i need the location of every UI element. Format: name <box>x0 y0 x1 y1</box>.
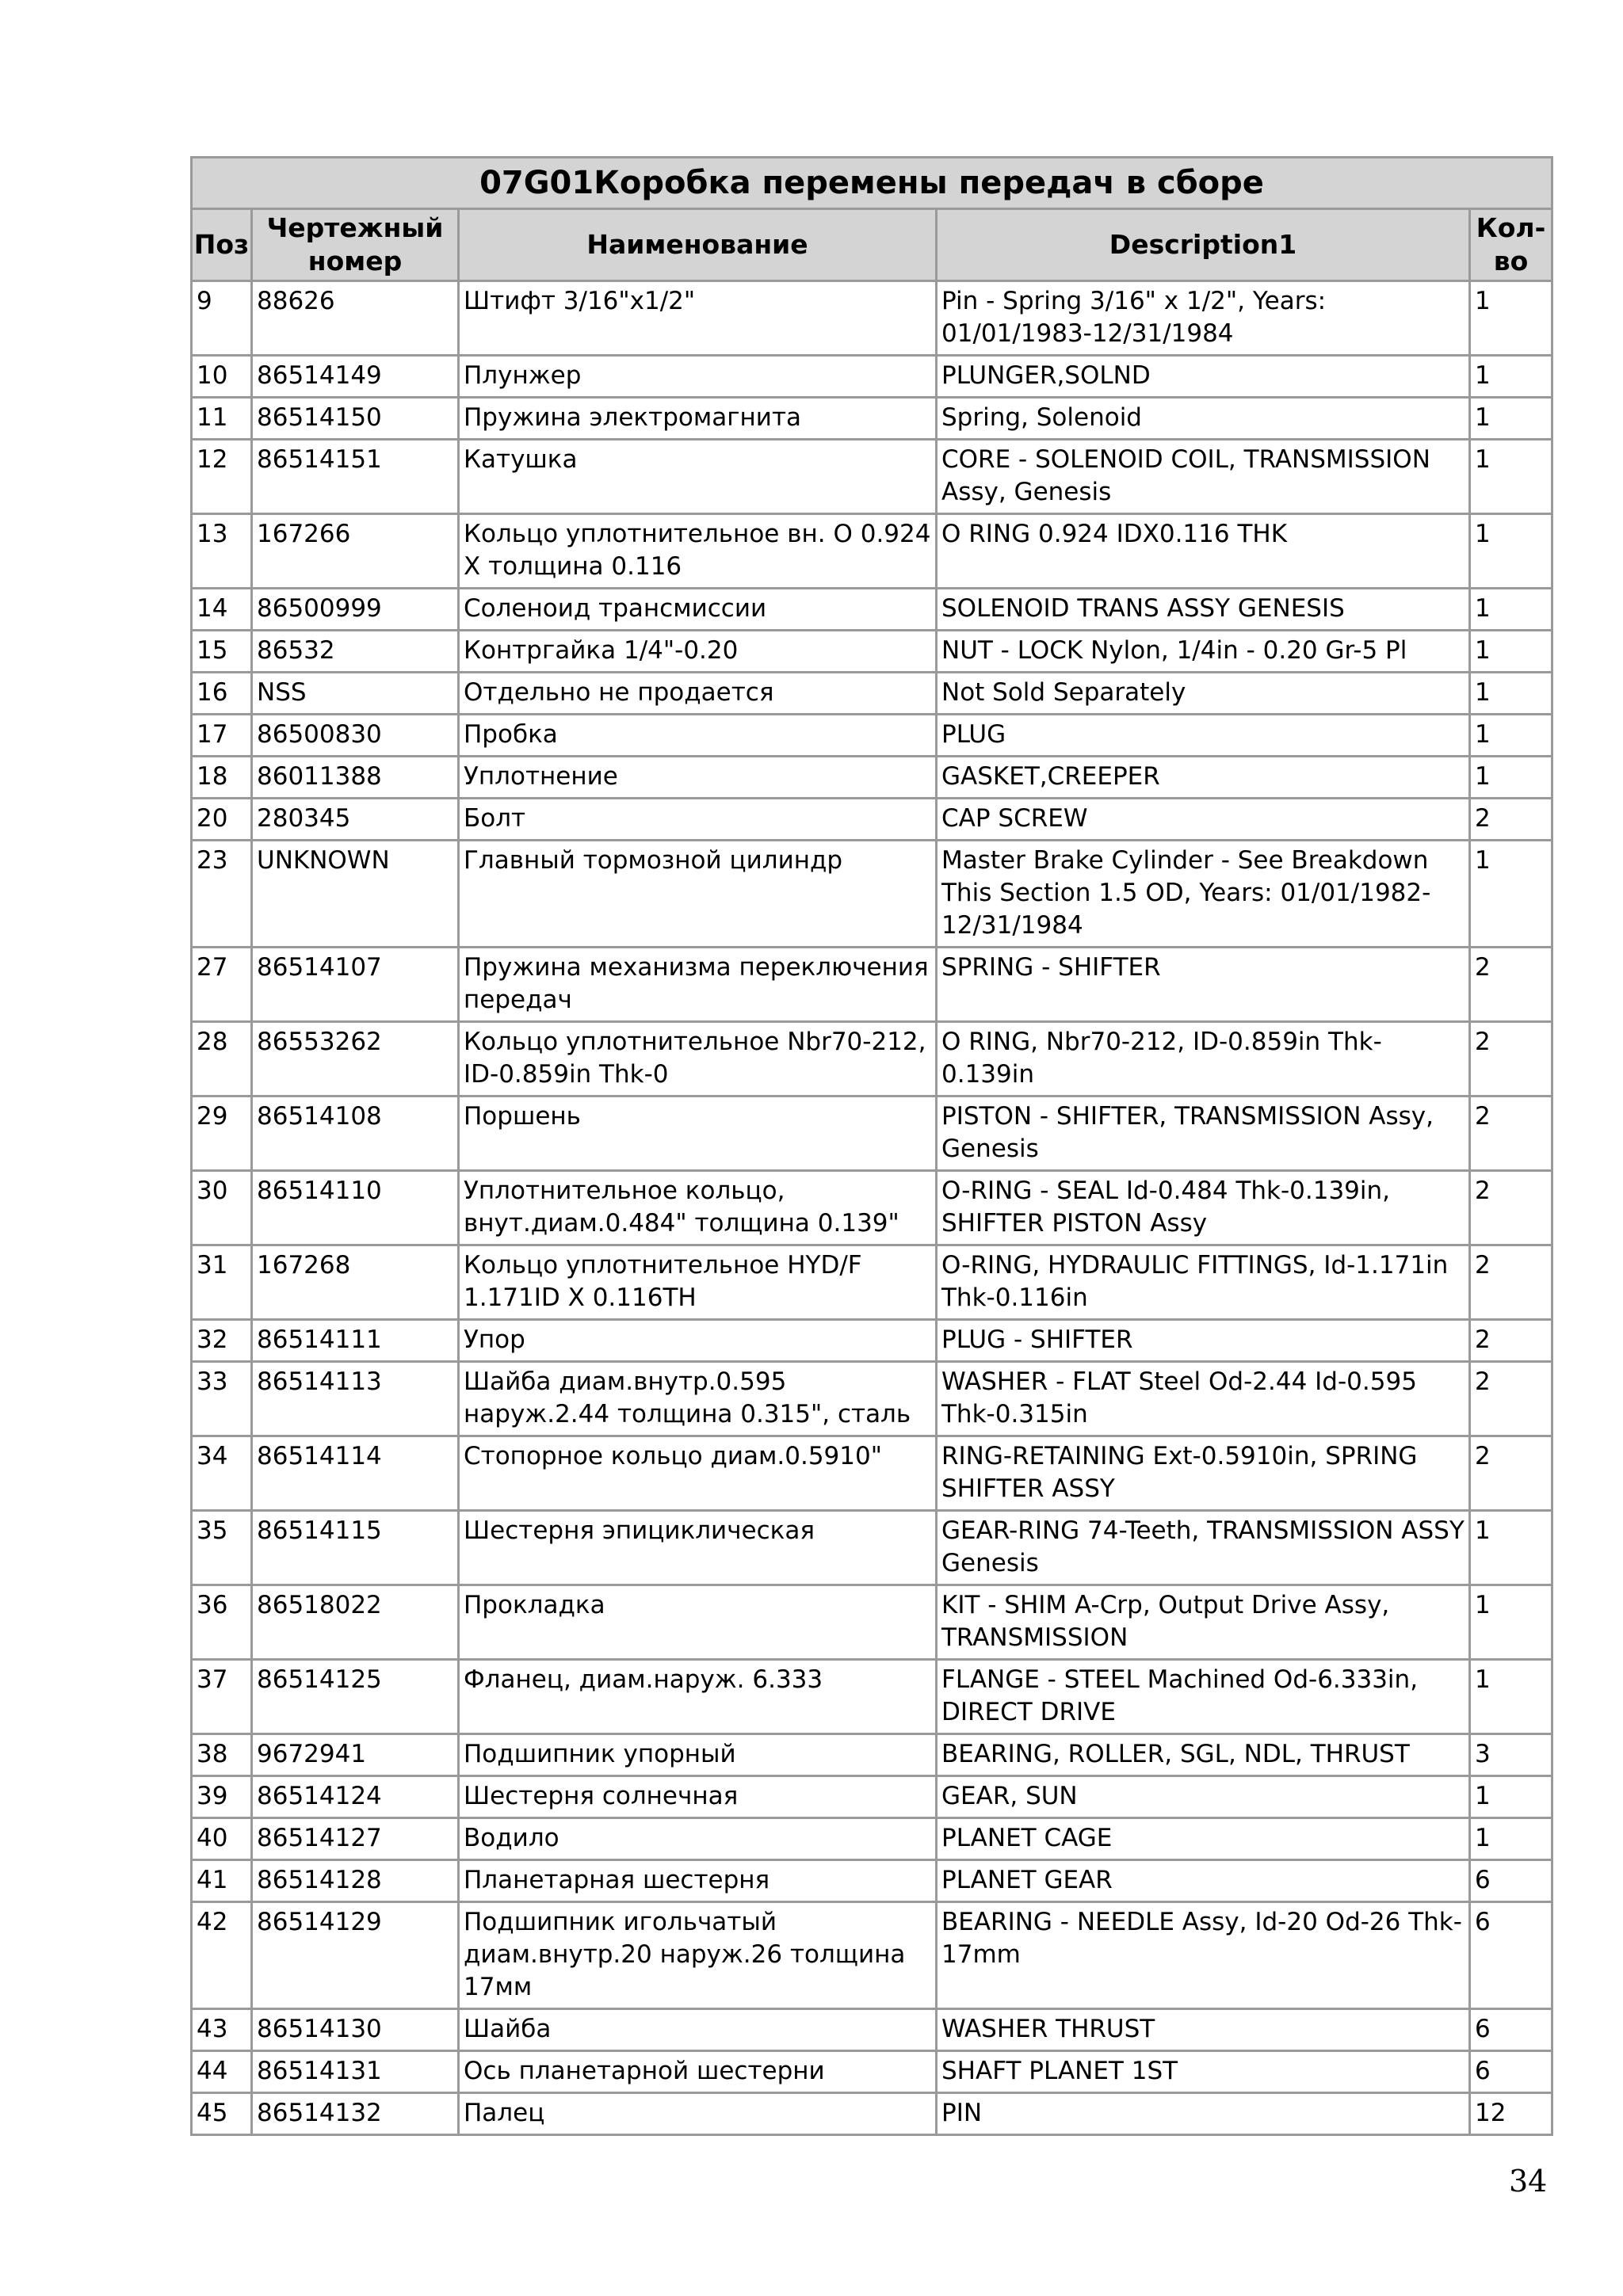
cell-qty: 2 <box>1470 1171 1552 1245</box>
cell-description: RING-RETAINING Ext-0.5910in, SPRING SHIFTER ASSY <box>937 1436 1470 1511</box>
cell-description: O-RING - SEAL Id-0.484 Thk-0.139in, SHIFTER PISTON Assy <box>937 1171 1470 1245</box>
parts-table <box>190 156 1553 2136</box>
cell-name-ru: Палец <box>459 2093 937 2135</box>
cell-pos: 16 <box>192 673 252 715</box>
cell-pos: 30 <box>192 1171 252 1245</box>
cell-qty: 2 <box>1470 1022 1552 1097</box>
cell-qty: 1 <box>1470 1776 1552 1818</box>
table-row <box>192 2093 1552 2135</box>
cell-part-number: 86514107 <box>252 948 459 1022</box>
table-row <box>192 631 1552 673</box>
cell-name-ru: Пробка <box>459 715 937 757</box>
cell-description: O RING, Nbr70-212, ID-0.859in Thk-0.139in <box>937 1022 1470 1097</box>
cell-qty: 1 <box>1470 356 1552 398</box>
cell-pos: 36 <box>192 1585 252 1660</box>
cell-name-ru: Поршень <box>459 1097 937 1171</box>
table-row <box>192 281 1552 356</box>
cell-description: KIT - SHIM A-Crp, Output Drive Assy, TRANSMISSION <box>937 1585 1470 1660</box>
cell-description: GEAR, SUN <box>937 1776 1470 1818</box>
cell-pos: 12 <box>192 440 252 514</box>
cell-qty: 1 <box>1470 1511 1552 1585</box>
cell-pos: 13 <box>192 514 252 589</box>
cell-part-number: UNKNOWN <box>252 841 459 948</box>
cell-qty: 2 <box>1470 1436 1552 1511</box>
cell-description: GEAR-RING 74-Teeth, TRANSMISSION ASSY Genesis <box>937 1511 1470 1585</box>
cell-qty: 6 <box>1470 2009 1552 2051</box>
cell-description: SHAFT PLANET 1ST <box>937 2051 1470 2093</box>
cell-name-ru: Стопорное кольцо диам.0.5910" <box>459 1436 937 1511</box>
cell-name-ru: Плунжер <box>459 356 937 398</box>
cell-pos: 23 <box>192 841 252 948</box>
cell-part-number: 86514132 <box>252 2093 459 2135</box>
cell-name-ru: Прокладка <box>459 1585 937 1660</box>
cell-qty: 6 <box>1470 1860 1552 1902</box>
cell-qty: 1 <box>1470 440 1552 514</box>
table-row <box>192 715 1552 757</box>
cell-name-ru: Шестерня эпициклическая <box>459 1511 937 1585</box>
table-row <box>192 356 1552 398</box>
cell-description: Master Brake Cylinder - See Breakdown This Section 1.5 OD, Years: 01/01/1982-12/31/1984 <box>937 841 1470 948</box>
cell-part-number: 86514110 <box>252 1171 459 1245</box>
cell-pos: 17 <box>192 715 252 757</box>
cell-qty: 1 <box>1470 673 1552 715</box>
cell-part-number: 86514127 <box>252 1818 459 1860</box>
cell-description: O RING 0.924 IDX0.116 THK <box>937 514 1470 589</box>
cell-name-ru: Кольцо уплотнительное Nbr70-212, ID-0.859in Thk-0 <box>459 1022 937 1097</box>
cell-part-number: NSS <box>252 673 459 715</box>
cell-part-number: 9672941 <box>252 1734 459 1776</box>
cell-name-ru: Уплотнение <box>459 757 937 799</box>
table-row <box>192 1362 1552 1436</box>
cell-description: CORE - SOLENOID COIL, TRANSMISSION Assy, Genesis <box>937 440 1470 514</box>
cell-pos: 42 <box>192 1902 252 2009</box>
cell-description: GASKET,CREEPER <box>937 757 1470 799</box>
header-pos: Поз <box>192 209 252 281</box>
cell-pos: 34 <box>192 1436 252 1511</box>
cell-qty: 1 <box>1470 1818 1552 1860</box>
cell-pos: 27 <box>192 948 252 1022</box>
cell-pos: 28 <box>192 1022 252 1097</box>
table-row <box>192 1171 1552 1245</box>
cell-part-number: 86514151 <box>252 440 459 514</box>
cell-pos: 18 <box>192 757 252 799</box>
table-row <box>192 398 1552 440</box>
cell-part-number: 86514113 <box>252 1362 459 1436</box>
header-qty: Кол-во <box>1470 209 1552 281</box>
cell-pos: 35 <box>192 1511 252 1585</box>
cell-pos: 33 <box>192 1362 252 1436</box>
cell-qty: 1 <box>1470 1660 1552 1734</box>
cell-pos: 41 <box>192 1860 252 1902</box>
cell-part-number: 86532 <box>252 631 459 673</box>
cell-description: NUT - LOCK Nylon, 1/4in - 0.20 Gr-5 Pl <box>937 631 1470 673</box>
cell-qty: 3 <box>1470 1734 1552 1776</box>
cell-description: WASHER - FLAT Steel Od-2.44 Id-0.595 Thk-0.315in <box>937 1362 1470 1436</box>
page-number: 34 <box>1509 2164 1548 2199</box>
cell-pos: 20 <box>192 799 252 841</box>
cell-description: Not Sold Separately <box>937 673 1470 715</box>
cell-part-number: 86514130 <box>252 2009 459 2051</box>
table-row <box>192 1860 1552 1902</box>
cell-pos: 14 <box>192 589 252 631</box>
cell-qty: 2 <box>1470 799 1552 841</box>
table-row <box>192 1097 1552 1171</box>
cell-name-ru: Упор <box>459 1320 937 1362</box>
cell-name-ru: Пружина механизма переключения передач <box>459 948 937 1022</box>
table-title: 07G01Коробка перемены передач в сборе <box>192 158 1552 209</box>
cell-qty: 6 <box>1470 1902 1552 2009</box>
cell-pos: 11 <box>192 398 252 440</box>
table-row <box>192 1734 1552 1776</box>
cell-name-ru: Подшипник упорный <box>459 1734 937 1776</box>
cell-qty: 1 <box>1470 281 1552 356</box>
cell-name-ru: Контргайка 1/4"-0.20 <box>459 631 937 673</box>
cell-part-number: 86011388 <box>252 757 459 799</box>
cell-description: PLANET CAGE <box>937 1818 1470 1860</box>
table-row <box>192 948 1552 1022</box>
cell-part-number: 86518022 <box>252 1585 459 1660</box>
cell-description: O-RING, HYDRAULIC FITTINGS, Id-1.171in Thk-0.116in <box>937 1245 1470 1320</box>
cell-qty: 2 <box>1470 1320 1552 1362</box>
cell-description: SOLENOID TRANS ASSY GENESIS <box>937 589 1470 631</box>
cell-name-ru: Шайба <box>459 2009 937 2051</box>
cell-part-number: 86553262 <box>252 1022 459 1097</box>
cell-qty: 1 <box>1470 715 1552 757</box>
cell-description: PIN <box>937 2093 1470 2135</box>
cell-description: PLUNGER,SOLND <box>937 356 1470 398</box>
cell-description: BEARING - NEEDLE Assy, Id-20 Od-26 Thk-17mm <box>937 1902 1470 2009</box>
cell-part-number: 86514150 <box>252 398 459 440</box>
cell-pos: 38 <box>192 1734 252 1776</box>
cell-name-ru: Кольцо уплотнительное вн. О 0.924 X толщина 0.116 <box>459 514 937 589</box>
cell-pos: 45 <box>192 2093 252 2135</box>
cell-pos: 29 <box>192 1097 252 1171</box>
table-row <box>192 1022 1552 1097</box>
cell-part-number: 86500830 <box>252 715 459 757</box>
cell-qty: 2 <box>1470 1097 1552 1171</box>
cell-pos: 32 <box>192 1320 252 1362</box>
cell-description: PLANET GEAR <box>937 1860 1470 1902</box>
table-row <box>192 1660 1552 1734</box>
table-row <box>192 1320 1552 1362</box>
table-row <box>192 1818 1552 1860</box>
cell-part-number: 86514149 <box>252 356 459 398</box>
cell-name-ru: Шайба диам.внутр.0.595 наруж.2.44 толщина 0.315", сталь <box>459 1362 937 1436</box>
cell-part-number: 86514108 <box>252 1097 459 1171</box>
cell-name-ru: Катушка <box>459 440 937 514</box>
cell-part-number: 86500999 <box>252 589 459 631</box>
cell-pos: 15 <box>192 631 252 673</box>
parts-table-body <box>192 281 1552 2135</box>
cell-name-ru: Кольцо уплотнительное HYD/F 1.171ID X 0.116TH <box>459 1245 937 1320</box>
cell-qty: 6 <box>1470 2051 1552 2093</box>
table-row <box>192 1776 1552 1818</box>
cell-description: PISTON - SHIFTER, TRANSMISSION Assy, Genesis <box>937 1097 1470 1171</box>
cell-description: CAP SCREW <box>937 799 1470 841</box>
cell-qty: 1 <box>1470 631 1552 673</box>
cell-name-ru: Ось планетарной шестерни <box>459 2051 937 2093</box>
cell-pos: 39 <box>192 1776 252 1818</box>
cell-part-number: 86514125 <box>252 1660 459 1734</box>
cell-pos: 31 <box>192 1245 252 1320</box>
cell-pos: 43 <box>192 2009 252 2051</box>
cell-pos: 37 <box>192 1660 252 1734</box>
cell-pos: 44 <box>192 2051 252 2093</box>
cell-name-ru: Соленоид трансмиссии <box>459 589 937 631</box>
table-row <box>192 589 1552 631</box>
cell-qty: 2 <box>1470 1362 1552 1436</box>
cell-description: BEARING, ROLLER, SGL, NDL, THRUST <box>937 1734 1470 1776</box>
cell-name-ru: Болт <box>459 799 937 841</box>
cell-qty: 1 <box>1470 589 1552 631</box>
cell-pos: 40 <box>192 1818 252 1860</box>
table-row <box>192 757 1552 799</box>
cell-part-number: 86514111 <box>252 1320 459 1362</box>
table-row <box>192 1436 1552 1511</box>
table-row <box>192 514 1552 589</box>
cell-part-number: 86514114 <box>252 1436 459 1511</box>
table-row <box>192 841 1552 948</box>
cell-part-number: 280345 <box>252 799 459 841</box>
cell-pos: 9 <box>192 281 252 356</box>
cell-part-number: 88626 <box>252 281 459 356</box>
cell-description: WASHER THRUST <box>937 2009 1470 2051</box>
cell-name-ru: Водило <box>459 1818 937 1860</box>
cell-qty: 1 <box>1470 398 1552 440</box>
cell-name-ru: Пружина электромагнита <box>459 398 937 440</box>
cell-qty: 1 <box>1470 841 1552 948</box>
cell-qty: 2 <box>1470 948 1552 1022</box>
cell-part-number: 86514131 <box>252 2051 459 2093</box>
cell-name-ru: Штифт 3/16"x1/2" <box>459 281 937 356</box>
cell-name-ru: Уплотнительное кольцо, внут.диам.0.484" толщина 0.139" <box>459 1171 937 1245</box>
table-row <box>192 1902 1552 2009</box>
cell-pos: 10 <box>192 356 252 398</box>
cell-description: Pin - Spring 3/16" x 1/2", Years: 01/01/1983-12/31/1984 <box>937 281 1470 356</box>
cell-part-number: 86514128 <box>252 1860 459 1902</box>
cell-qty: 1 <box>1470 1585 1552 1660</box>
cell-name-ru: Планетарная шестерня <box>459 1860 937 1902</box>
table-row <box>192 440 1552 514</box>
cell-description: PLUG <box>937 715 1470 757</box>
header-name-ru: Наименование <box>459 209 937 281</box>
cell-part-number: 86514129 <box>252 1902 459 2009</box>
table-row <box>192 1245 1552 1320</box>
cell-qty: 2 <box>1470 1245 1552 1320</box>
header-description: Description1 <box>937 209 1470 281</box>
table-row <box>192 1511 1552 1585</box>
cell-part-number: 86514124 <box>252 1776 459 1818</box>
cell-name-ru: Главный тормозной цилиндр <box>459 841 937 948</box>
cell-description: PLUG - SHIFTER <box>937 1320 1470 1362</box>
cell-description: FLANGE - STEEL Machined Od-6.333in, DIRECT DRIVE <box>937 1660 1470 1734</box>
cell-name-ru: Подшипник игольчатый диам.внутр.20 наруж.26 толщина 17мм <box>459 1902 937 2009</box>
cell-name-ru: Шестерня солнечная <box>459 1776 937 1818</box>
table-row <box>192 2009 1552 2051</box>
cell-qty: 12 <box>1470 2093 1552 2135</box>
table-row <box>192 2051 1552 2093</box>
cell-part-number: 86514115 <box>252 1511 459 1585</box>
cell-name-ru: Фланец, диам.наруж. 6.333 <box>459 1660 937 1734</box>
table-row <box>192 673 1552 715</box>
cell-name-ru: Отдельно не продается <box>459 673 937 715</box>
cell-qty: 1 <box>1470 757 1552 799</box>
cell-qty: 1 <box>1470 514 1552 589</box>
cell-description: Spring, Solenoid <box>937 398 1470 440</box>
table-row <box>192 1585 1552 1660</box>
cell-part-number: 167268 <box>252 1245 459 1320</box>
header-part-number: Чертежный номер <box>252 209 459 281</box>
cell-description: SPRING - SHIFTER <box>937 948 1470 1022</box>
table-row <box>192 799 1552 841</box>
column-header-row <box>192 209 1552 281</box>
table-title-row <box>192 158 1552 209</box>
cell-part-number: 167266 <box>252 514 459 589</box>
